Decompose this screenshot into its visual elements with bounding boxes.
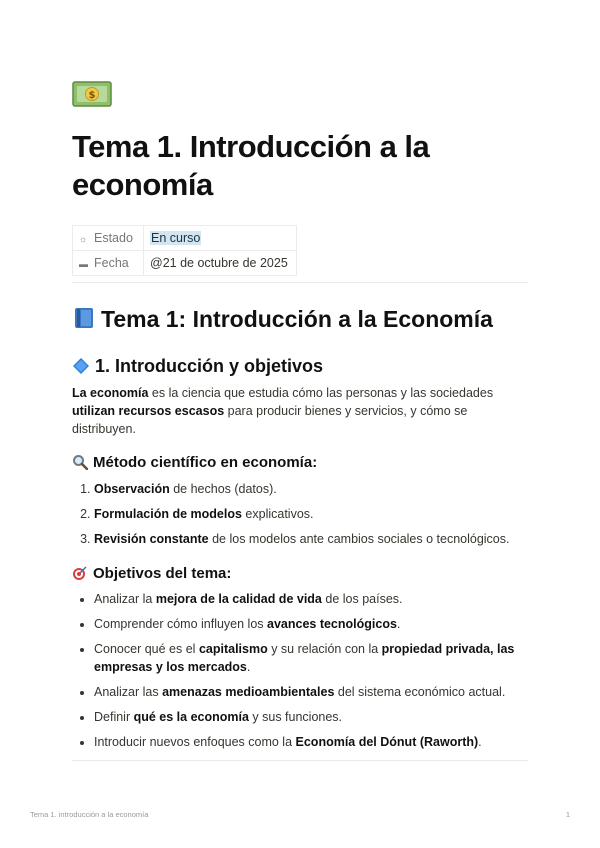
divider bbox=[72, 760, 528, 761]
list-item bbox=[94, 590, 534, 608]
property-value[interactable] bbox=[144, 226, 297, 251]
text: Analizar la bbox=[94, 592, 156, 606]
bold-text: Observación bbox=[94, 482, 170, 496]
bold-text: avances tecnológicos bbox=[267, 617, 397, 631]
text: del sistema económico actual. bbox=[334, 685, 506, 699]
footer-title: Tema 1. introducción a la economía bbox=[30, 810, 149, 819]
magnifier-icon bbox=[72, 454, 88, 470]
bold-text: amenazas medioambientales bbox=[162, 685, 335, 699]
bold-text: La economía bbox=[72, 386, 149, 400]
text: es la ciencia que estudia cómo las personas y las sociedades bbox=[148, 386, 494, 400]
text: de hechos (datos). bbox=[169, 482, 277, 496]
list-item bbox=[94, 733, 534, 751]
text: de los modelos ante cambios sociales o tecnológicos. bbox=[208, 532, 510, 546]
list-item bbox=[94, 505, 534, 523]
calendar-icon: ▬ bbox=[79, 259, 88, 269]
heading-1 bbox=[72, 304, 493, 334]
list-item bbox=[94, 480, 534, 498]
property-value[interactable]: @21 de octubre de 2025 bbox=[144, 251, 297, 276]
bold-text: Revisión constante bbox=[94, 532, 209, 546]
blue-book-icon bbox=[72, 306, 96, 330]
bold-text: capitalismo bbox=[198, 642, 268, 656]
heading-3-objetivos bbox=[72, 564, 231, 584]
property-row-estado bbox=[73, 226, 297, 251]
property-key-label: Fecha bbox=[94, 256, 129, 270]
intro-paragraph bbox=[72, 384, 522, 438]
bold-text: Formulación de modelos bbox=[94, 507, 242, 521]
text: Comprender cómo influyen los bbox=[94, 617, 267, 631]
metodo-list bbox=[72, 480, 534, 555]
target-icon bbox=[72, 565, 88, 581]
properties-table bbox=[72, 225, 297, 276]
blue-diamond-icon bbox=[72, 357, 90, 375]
svg-text:$: $ bbox=[88, 90, 96, 101]
text: . bbox=[478, 735, 482, 749]
page-title: Tema 1. Introducción a la economía bbox=[72, 129, 430, 202]
list-item bbox=[94, 708, 534, 726]
heading-3-text: Objetivos del tema: bbox=[93, 565, 232, 582]
heading-2 bbox=[72, 354, 323, 378]
text: y su relación con la bbox=[267, 642, 382, 656]
heading-3-text: Método científico en economía: bbox=[93, 454, 318, 471]
money-bill-icon bbox=[72, 80, 112, 108]
heading-3-metodo bbox=[72, 453, 317, 473]
page-number: 1 bbox=[565, 810, 570, 819]
text: . bbox=[396, 617, 401, 631]
text: para producir bienes y servicios, y cómo se distribuyen. bbox=[72, 404, 468, 436]
bold-text: mejora de la calidad de vida bbox=[155, 592, 322, 606]
bold-text: utilizan recursos escasos bbox=[72, 404, 225, 418]
list-item bbox=[94, 530, 534, 548]
list-item bbox=[94, 683, 534, 701]
property-key bbox=[73, 226, 144, 251]
text: Definir bbox=[94, 710, 134, 724]
objetivos-list bbox=[72, 590, 534, 758]
text: Analizar las bbox=[94, 685, 163, 699]
property-key-label: Estado bbox=[94, 231, 133, 245]
status-badge: En curso bbox=[151, 231, 201, 245]
list-item bbox=[94, 615, 534, 633]
text: explicativos. bbox=[241, 507, 314, 521]
bold-text: Economía del Dónut (Raworth) bbox=[295, 735, 479, 749]
property-row-fecha bbox=[73, 251, 297, 276]
text: Introducir nuevos enfoques como la bbox=[94, 735, 296, 749]
text: Conocer qué es el bbox=[94, 642, 199, 656]
text: . bbox=[246, 660, 251, 674]
bold-text: qué es la economía bbox=[133, 710, 249, 724]
list-item bbox=[94, 640, 534, 676]
heading-1-text: Tema 1: Introducción a la Economía bbox=[101, 306, 493, 332]
property-key bbox=[73, 251, 144, 276]
text: y sus funciones. bbox=[248, 710, 343, 724]
bold-text: propiedad privada, las empresas y los mercados bbox=[94, 642, 515, 674]
status-icon: ☼ bbox=[79, 234, 88, 244]
divider bbox=[72, 282, 528, 283]
text: de los países. bbox=[321, 592, 403, 606]
heading-2-text: 1. Introducción y objetivos bbox=[95, 356, 324, 376]
